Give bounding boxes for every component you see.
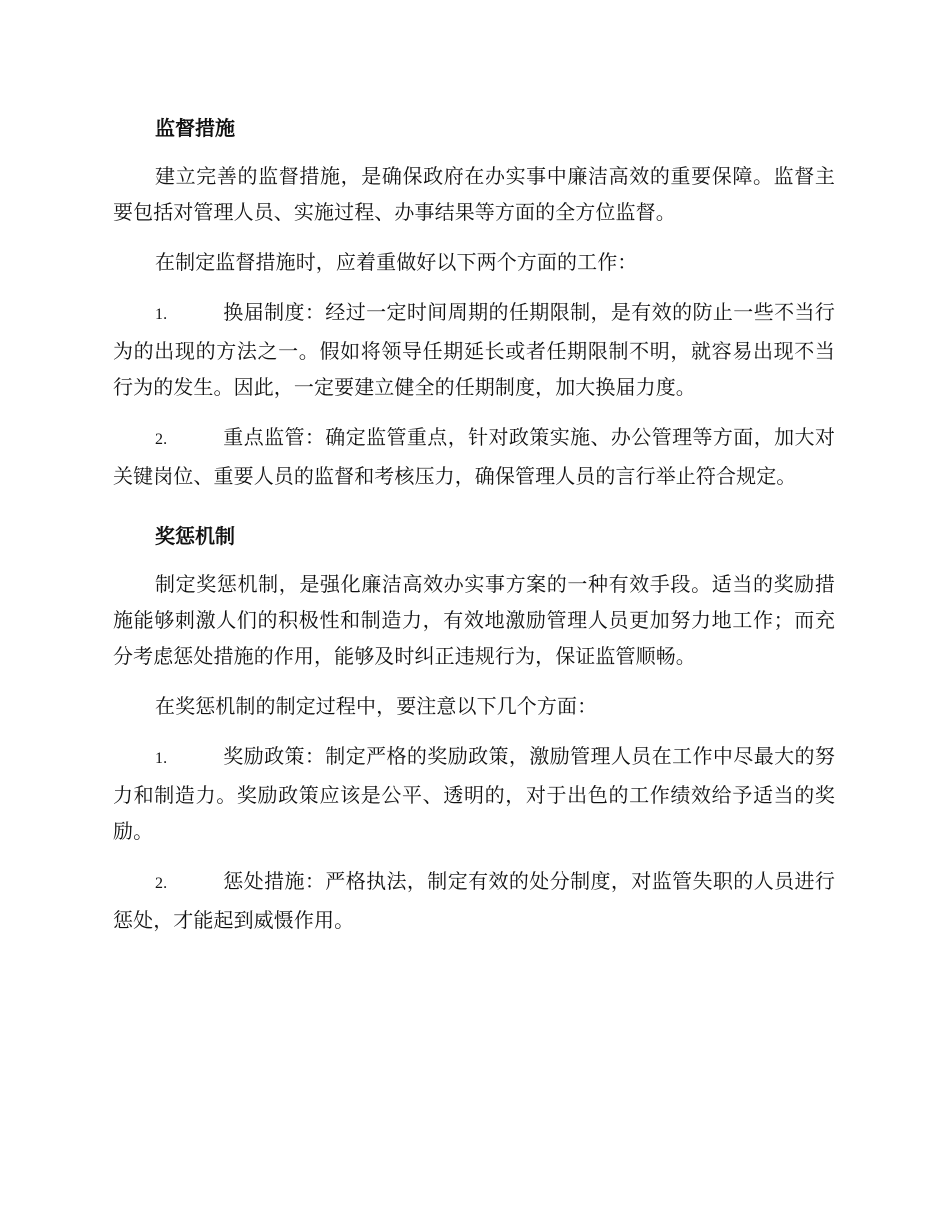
section-supervision	[113, 108, 835, 494]
list-item	[113, 419, 835, 494]
list-item-number: 1.	[155, 750, 168, 767]
section-reward-punishment	[113, 516, 835, 938]
list-item	[113, 738, 835, 849]
document-page	[113, 108, 835, 952]
section-intro-paragraph: 制定奖惩机制，是强化廉洁高效办实事方案的一种有效手段。适当的奖励措施能够刺激人们的积极性和制造力，有效地激励管理人员更加努力地工作；而充分考虑惩处措施的作用，能够及时纠正违规行为，保证监管顺畅。	[113, 572, 835, 668]
list-item	[113, 863, 835, 938]
list-item-text: 奖励政策：制定严格的奖励政策，激励管理人员在工作中尽最大的努力和制造力。奖励政策应该是公平、透明的，对于出色的工作绩效给予适当的奖励。	[113, 744, 835, 843]
section-heading: 奖惩机制	[155, 524, 235, 548]
section-heading: 监督措施	[155, 116, 235, 140]
list-item	[113, 294, 835, 405]
list-item-number: 2.	[155, 875, 168, 892]
list-item-text: 惩处措施：严格执法，制定有效的处分制度，对监管失职的人员进行惩处，才能起到威慑作用。	[113, 869, 835, 932]
list-item-number: 2.	[155, 431, 168, 448]
section-lead-paragraph: 在制定监督措施时，应着重做好以下两个方面的工作：	[155, 250, 638, 274]
list-item-number: 1.	[155, 306, 168, 323]
section-lead-paragraph: 在奖惩机制的制定过程中，要注意以下几个方面：	[155, 694, 598, 718]
section-spacer	[113, 508, 835, 516]
list-item-text: 重点监管：确定监管重点，针对政策实施、办公管理等方面，加大对关键岗位、重要人员的监督和考核压力，确保管理人员的言行举止符合规定。	[113, 425, 835, 488]
list-item-text: 换届制度：经过一定时间周期的任期限制，是有效的防止一些不当行为的出现的方法之一。假如将领导任期延长或者任期限制不明，就容易出现不当行为的发生。因此，一定要建立健全的任期制度，加大换届力度。	[113, 300, 835, 399]
section-intro-paragraph: 建立完善的监督措施，是确保政府在办实事中廉洁高效的重要保障。监督主要包括对管理人员、实施过程、办事结果等方面的全方位监督。	[113, 164, 835, 224]
